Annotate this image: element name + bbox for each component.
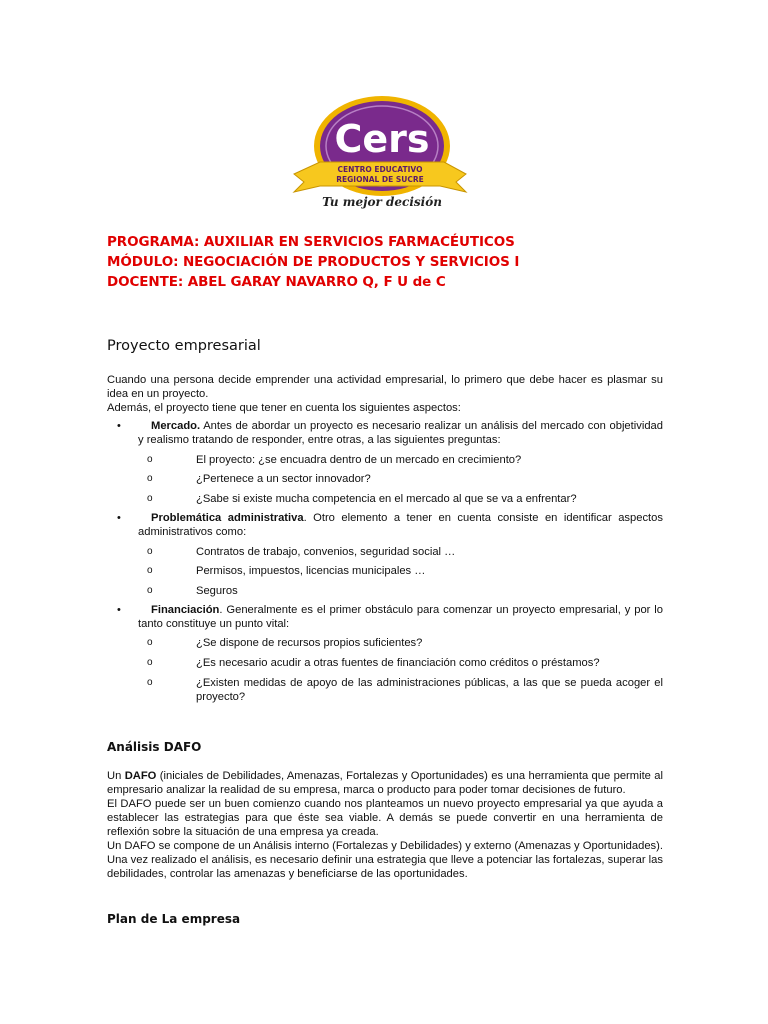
dafo-p1-post: (iniciales de Debilidades, Amenazas, Fortalezas y Oportunidades) es una herramienta que permite al empresario analizar la realidad de su empresa, marca o producto para poder tomar decisiones de futuro. [107,770,663,796]
bullet-mercado [107,419,663,447]
list-item [147,564,663,578]
list-item [147,545,663,559]
sub-bullet-symbol: o [147,493,153,504]
dafo-p1-pre: Un [107,770,125,782]
list-item [147,492,663,506]
logo-banner-line1: CENTRO EDUCATIVO [337,165,423,174]
list-item-text: Permisos, impuestos, licencias municipales … [196,565,426,577]
section-title-plan: Plan de La empresa [107,912,241,926]
dafo-paragraph-3: Un DAFO se compone de un Análisis interno (Fortalezas y Debilidades) y externo (Amenazas y Oportunidades). Una vez realizado el análisis, es necesario definir una estrategia que lleve a potenciar las fortalezas, superar las debilidades, controlar las amenazas y beneficiarse de las oportunidades. [107,840,663,880]
bullet-symbol: • [117,420,121,432]
dafo-p1-bold: DAFO [124,770,157,782]
sub-bullet-symbol: o [147,637,153,648]
logo-banner-line2: REGIONAL DE SUCRE [336,175,424,184]
section-title-proyecto: Proyecto empresarial [107,338,261,354]
intro-paragraph: Cuando una persona decide emprender una actividad empresarial, lo primero que debe hacer es plasmar su idea en un proyecto. [107,374,663,400]
list-item-text: ¿Sabe si existe mucha competencia en el mercado al que se va a enfrentar? [196,493,577,505]
list-item [147,636,663,650]
dafo-paragraph-1 [107,769,663,797]
bullet-symbol: • [117,512,121,524]
document-header [107,232,667,292]
bullet-lead-problematica: Problemática administrativa [151,512,304,524]
header-docente: DOCENTE: ABEL GARAY NAVARRO Q, F U de C [107,274,446,290]
section-title-dafo: Análisis DAFO [107,740,202,754]
list-item-text-wrapped [196,676,663,704]
cers-logo [290,96,468,214]
logo-graphic [290,96,468,214]
sub-bullet-symbol: o [147,473,153,484]
bullet-symbol: • [117,604,121,616]
list-item-text: ¿Se dispone de recursos propios suficientes? [196,637,423,649]
list-item-text: ¿Existen medidas de apoyo de las administraciones públicas, a las que se pueda acoger el proyecto? [196,677,663,703]
intro-paragraph-2: Además, el proyecto tiene que tener en cuenta los siguientes aspectos: [107,402,461,414]
list-item [147,656,663,670]
header-modulo: MÓDULO: NEGOCIACIÓN DE PRODUCTOS Y SERVICIOS I [107,254,520,270]
list-item [147,453,663,467]
list-item-text: El proyecto: ¿se encuadra dentro de un mercado en crecimiento? [196,454,522,466]
sub-bullet-symbol: o [147,565,153,576]
sub-bullet-symbol: o [147,657,153,668]
sub-bullet-symbol: o [147,585,153,596]
list-item-text: Seguros [196,585,238,597]
logo-brand-text: Cers [334,117,430,161]
bullet-problematica [107,511,663,539]
list-item [147,584,663,598]
sub-bullet-symbol: o [147,677,153,688]
bullet-lead-mercado: Mercado. [151,420,201,432]
list-item [147,676,663,704]
list-item-text: Contratos de trabajo, convenios, seguridad social … [196,546,456,558]
bullet-lead-financiacion: Financiación [151,604,220,616]
list-item [147,472,663,486]
bullet-text-mercado: Antes de abordar un proyecto es necesario realizar un análisis del mercado con objetividad y realismo tratando de responder, entre otras, a las siguientes preguntas: [138,420,663,446]
list-item-text: ¿Es necesario acudir a otras fuentes de financiación como créditos o préstamos? [196,657,600,669]
sub-bullet-symbol: o [147,454,153,465]
bullet-text-problematica: . Otro elemento a tener en cuenta consiste en identificar aspectos administrativos como: [138,512,663,538]
sub-bullet-symbol: o [147,546,153,557]
dafo-paragraph-2: El DAFO puede ser un buen comienzo cuando nos planteamos un nuevo proyecto empresarial ya que ayuda a establecer las estrategias para que éste sea viable. A demás se puede convertir en una herramienta de reflexión sobre la situación de una empresa ya creada. [107,798,663,838]
header-programa: PROGRAMA: AUXILIAR EN SERVICIOS FARMACÉUTICOS [107,234,515,250]
logo-tagline: Tu mejor decisión [322,195,442,209]
list-item-text: ¿Pertenece a un sector innovador? [196,473,371,485]
bullet-financiacion [107,603,663,631]
bullet-text-financiacion: . Generalmente es el primer obstáculo para comenzar un proyecto empresarial, y por lo tanto constituye un punto vital: [138,604,663,630]
